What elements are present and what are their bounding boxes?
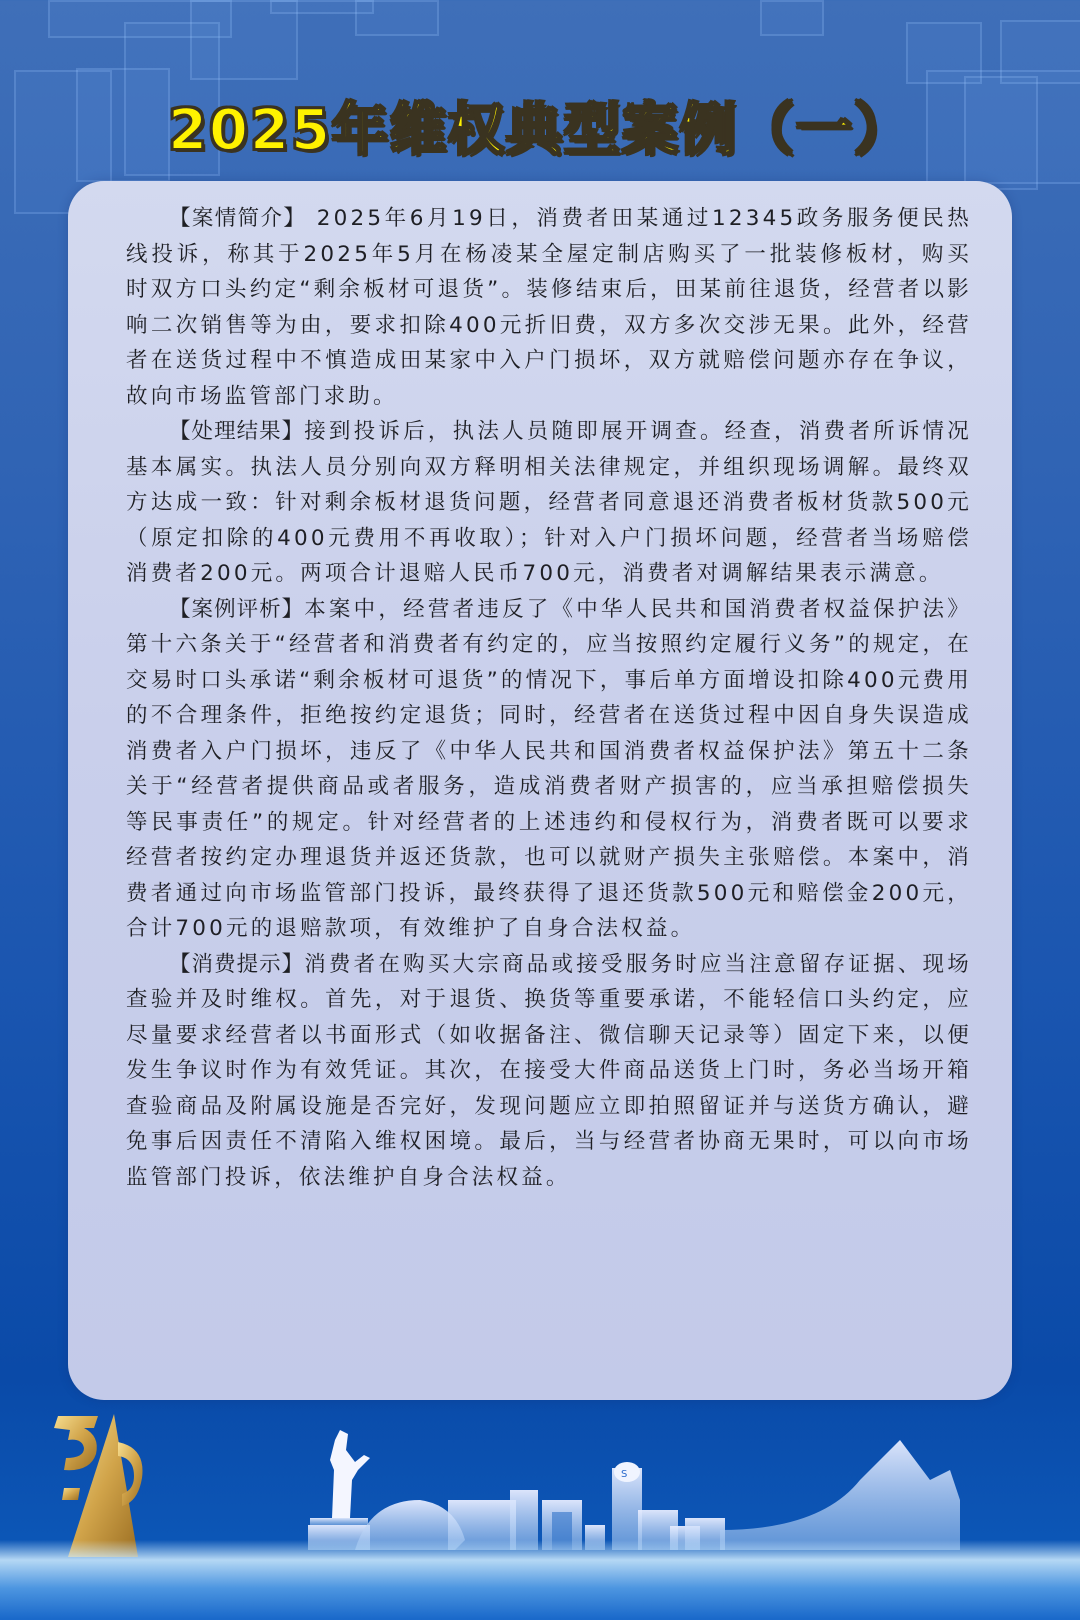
section-text: 2025年6月19日，消费者田某通过12345政务服务便民热线投诉，称其于2025年5月在杨凌某全屋定制店购买了一批装修板材，购买时双方口头约定“剩余板材可退货”。装修结束后，田某前往退货，经营者以影响二次销售等为由，要求扣除400元折旧费，双方多次交涉无果。此外，经营者在送货过程中不慎造成田某家中入户门损坏，双方就赔偿问题亦存在争议，故向市场监管部门求助。: [126, 206, 972, 409]
case-body: [126, 201, 972, 1195]
section-consumer-tips: [126, 947, 972, 1196]
section-tag: 【处理结果】: [169, 419, 305, 444]
case-content-panel: [68, 181, 1012, 1400]
section-handling-result: [126, 414, 972, 592]
section-case-analysis: [126, 592, 972, 947]
section-text: 本案中，经营者违反了《中华人民共和国消费者权益保护法》第十六条关于“经营者和消费者有约定的，应当按照约定履行义务”的规定，在交易时口头承诺“剩余板材可退货”的情况下，事后单方面增设扣除400元费用的不合理条件，拒绝按约定退货；同时，经营者在送货过程中因自身失误造成消费者入户门损坏，违反了《中华人民共和国消费者权益保护法》第五十二条关于“经营者提供商品或者服务，造成消费者财产损害的，应当承担赔偿损失等民事责任”的规定。针对经营者的上述违约和侵权行为，消费者既可以要求经营者按约定办理退货并返还货款，也可以就财产损失主张赔偿。本案中，消费者通过向市场监管部门投诉，最终获得了退还货款500元和赔偿金200元，合计700元的退赔款项，有效维护了自身合法权益。: [126, 596, 972, 941]
section-text: 消费者在购买大宗商品或接受服务时应当注意留存证据、现场查验并及时维权。首先，对于退货、换货等重要承诺，不能轻信口头约定，应尽量要求经营者以书面形式（如收据备注、微信聊天记录等）固定下来，以便发生争议时作为有效凭证。其次，在接受大件商品送货上门时，务必当场开箱查验商品及附属设施是否完好，发现问题应立即拍照留证并与送货方确认，避免事后因责任不清陷入维权困境。最后，当与经营者协商无果时，可以向市场监管部门投诉，依法维护自身合法权益。: [126, 951, 972, 1190]
footer-decoration: [0, 1400, 1080, 1620]
section-tag: 【消费提示】: [169, 951, 305, 977]
light-glow: [0, 1540, 1080, 1620]
section-tag: 【案情简介】: [169, 206, 307, 231]
section-tag: 【案例评析】: [169, 596, 305, 622]
page-title: 2025年维权典型案例（一）: [168, 98, 912, 163]
svg-text:S: S: [621, 1469, 628, 1480]
consumer-rights-315-trophy-icon: [38, 1402, 158, 1557]
section-case-summary: [126, 201, 972, 414]
section-text: 接到投诉后，执法人员随即展开调查。经查，消费者所诉情况基本属实。执法人员分别向双方释明相关法律规定，并组织现场调解。最终双方达成一致：针对剩余板材退货问题，经营者同意退还消费者板材货款500元（原定扣除的400元费用不再收取）；针对入户门损坏问题，经营者当场赔偿消费者200元。两项合计退赔人民币700元，消费者对调解结果表示满意。: [126, 419, 972, 586]
